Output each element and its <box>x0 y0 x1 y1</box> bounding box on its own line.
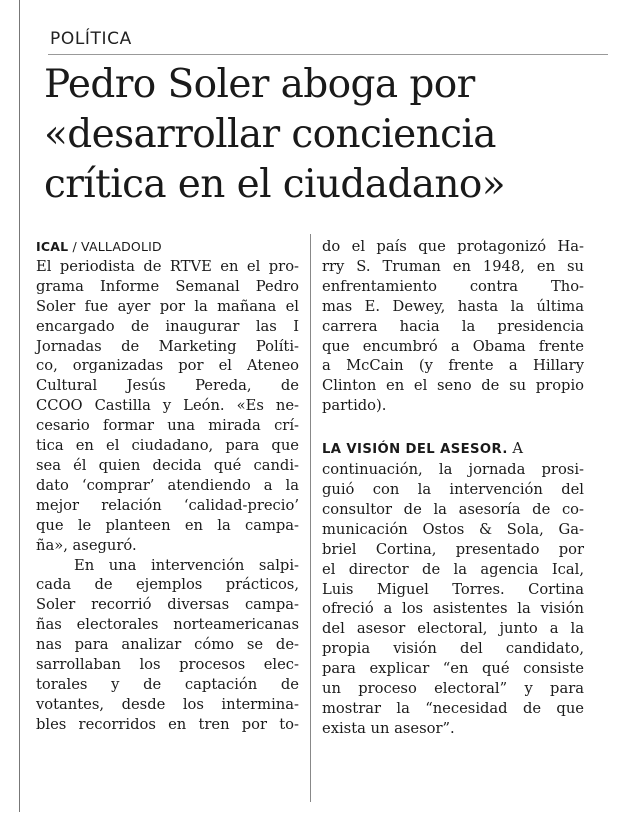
text-line: exista un asesor”. <box>322 719 455 737</box>
text-line: ñas electorales norteamericanas <box>36 616 299 634</box>
text-line: sea él quien decida qué candi- <box>36 456 299 474</box>
text-line: votantes, desde los intermina- <box>36 695 299 713</box>
text-line: ofreció a los asistentes la visión <box>322 600 584 618</box>
paragraph-intro <box>36 257 299 556</box>
text-line: CCOO Castilla y León. «Es ne- <box>36 397 299 415</box>
text-line: un proceso electoral” y para <box>322 680 584 698</box>
text-line: rry S. Truman en 1948, en su <box>322 257 584 275</box>
text-line: Clinton en el seno de su propio <box>322 377 584 395</box>
text-line: partido). <box>322 397 387 415</box>
text-line: a McCain (y frente a Hillary <box>322 357 584 375</box>
subhead-continuation: A <box>507 440 524 458</box>
text-line: municación Ostos & Sola, Ga- <box>322 520 584 538</box>
text-line: bles recorridos en tren por to- <box>36 715 299 733</box>
text-line: cada de ejemplos prácticos, <box>36 576 299 594</box>
text-line: ña», aseguró. <box>36 536 137 554</box>
left-margin-rule <box>19 0 20 812</box>
text-line: En una intervención salpi- <box>74 556 299 574</box>
text-line: encargado de inaugurar las I <box>36 317 299 335</box>
paragraph-campaigns <box>36 556 299 735</box>
byline-agency: ICAL <box>36 239 69 254</box>
text-line: Cultural Jesús Pereda, de <box>36 377 299 395</box>
text-line: tica en el ciudadano, para que <box>36 437 299 455</box>
byline <box>36 237 299 257</box>
text-line: el director de la agencia Ical, <box>322 560 584 578</box>
text-line: grama Informe Semanal Pedro <box>36 277 299 295</box>
text-line: carrera hacia la presidencia <box>322 317 584 335</box>
text-line: Jornadas de Marketing Políti- <box>36 337 299 355</box>
text-line: del asesor electoral, junto a la <box>322 620 584 638</box>
text-line: mas E. Dewey, hasta la última <box>322 297 584 315</box>
text-line: co, organizadas por el Ateneo <box>36 357 299 375</box>
text-line: dato ‘comprar’ atendiendo a la <box>36 476 299 494</box>
section-label: POLÍTICA <box>50 29 132 49</box>
article-column-right <box>322 237 584 739</box>
byline-location: VALLADOLID <box>81 239 162 254</box>
section-divider <box>48 54 608 55</box>
text-line: nas para analizar cómo se de- <box>36 636 299 654</box>
text-line: guió con la intervención del <box>322 480 584 498</box>
paragraph-continuation <box>322 237 584 416</box>
text-line: Soler recorrió diversas campa- <box>36 596 299 614</box>
byline-separator: / <box>68 239 82 254</box>
text-line: do el país que protagonizó Ha- <box>322 238 584 255</box>
article-headline <box>44 60 604 210</box>
text-line: continuación, la jornada prosi- <box>322 461 584 479</box>
text-line: mejor relación ‘calidad-precio’ <box>36 496 299 514</box>
column-divider <box>310 234 311 802</box>
text-line: torales y de captación de <box>36 675 299 693</box>
text-line: propia visión del candidato, <box>322 640 584 658</box>
text-line: Luis Miguel Torres. Cortina <box>322 580 584 598</box>
paragraph-spacer <box>322 416 584 439</box>
text-line: briel Cortina, presentado por <box>322 540 584 558</box>
text-line: cesario formar una mirada crí- <box>36 417 299 435</box>
headline-line: «desarrollar conciencia <box>44 112 496 157</box>
text-line: consultor de la asesoría de co- <box>322 500 584 518</box>
headline-line: crítica en el ciudadano» <box>44 162 506 207</box>
text-line: mostrar la “necesidad de que <box>322 699 584 717</box>
text-line: enfrentamiento contra Tho- <box>322 277 584 295</box>
text-line: para explicar “en qué consiste <box>322 660 584 678</box>
text-line: que encumbró a Obama frente <box>322 337 584 355</box>
article-column-left <box>36 237 299 735</box>
paragraph-advisor <box>322 439 584 739</box>
text-line: Soler fue ayer por la mañana el <box>36 297 299 315</box>
text-line: sarrollaban los procesos elec- <box>36 656 299 674</box>
text-line: El periodista de RTVE en el pro- <box>36 257 299 275</box>
headline-line: Pedro Soler aboga por <box>44 62 475 107</box>
text-line <box>322 439 584 460</box>
subhead: LA VISIÓN DEL ASESOR. <box>322 442 508 458</box>
text-line: que le planteen en la campa- <box>36 516 299 534</box>
